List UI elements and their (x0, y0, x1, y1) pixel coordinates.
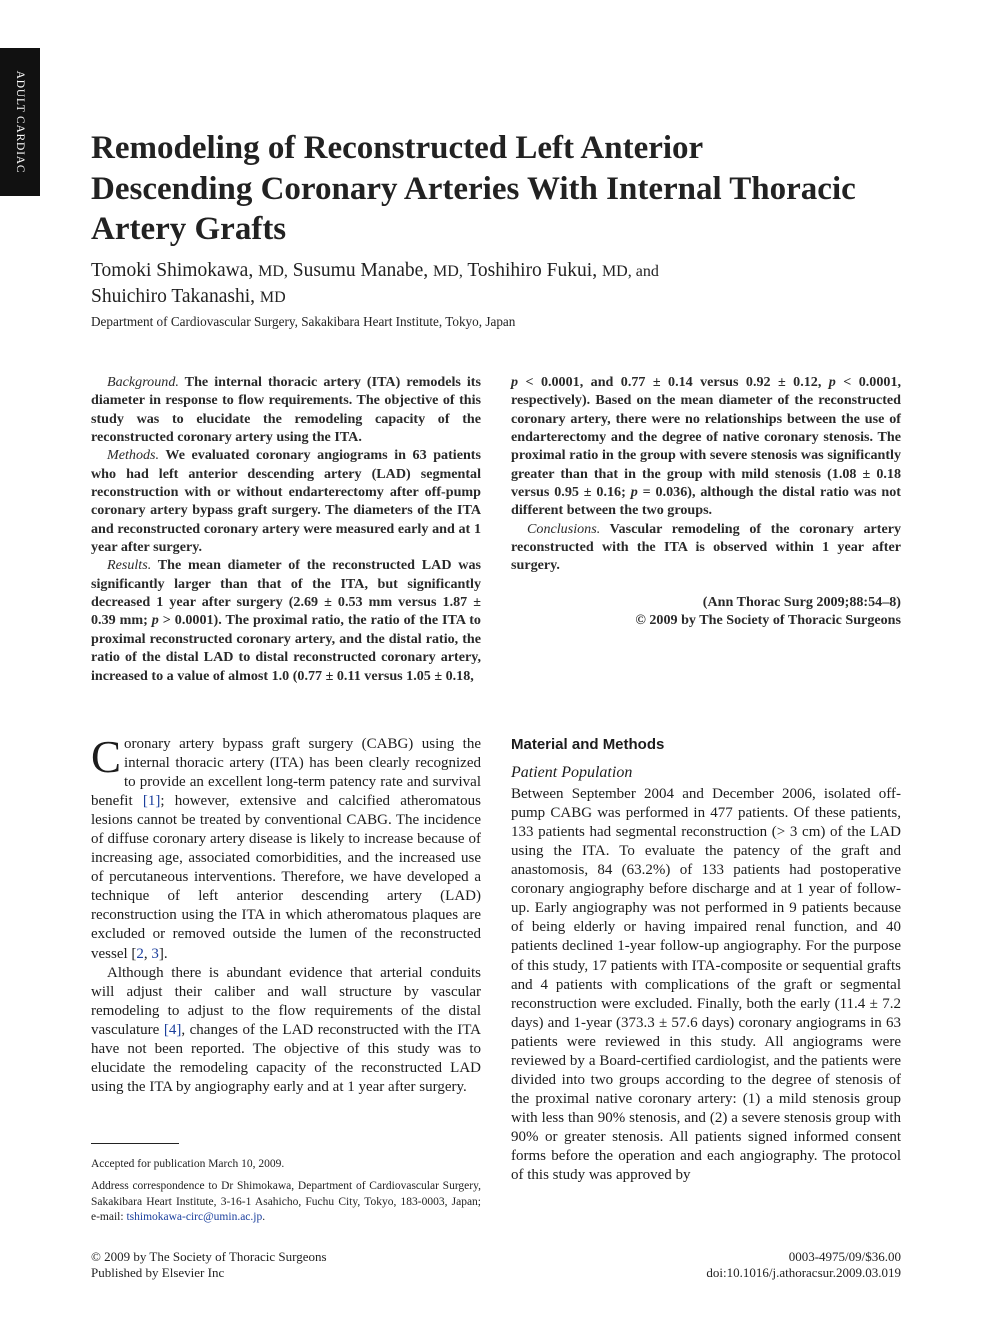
reference-link-4[interactable]: [4] (163, 1021, 182, 1038)
address-text: Address correspondence to Dr Shimokawa, Department of Cardiovascular Surgery, Sakakibara Heart Institute, 3-16-1 Asahicho, Fuchu City, Tokyo, 183-0003, Japan; e-mail: (91, 1180, 481, 1223)
abstract-label: Results. (107, 557, 152, 574)
introduction-column (91, 732, 482, 1097)
reference-link-2[interactable]: 2 (136, 945, 144, 962)
intro-text: ; however, extensive and calcified atheromatous lesions cannot be treated by conventional CABG. The incidence of diffuse coronary artery disease is likely to increase because of increasing age, associated comorbidities, and the increased use of percutaneous interventions. Therefore, we have developed a technique of left anterior descending artery (LAD) reconstruction using the ITA in which atheromatous plaques are excluded or removed outside the lumen of the reconstructed vessel [ (91, 793, 482, 962)
methods-column (511, 735, 901, 1185)
intro-text: ]. (158, 945, 168, 962)
abstract-label: Background. (107, 374, 179, 390)
abstract-right-column (511, 373, 901, 629)
abstract-text: < 0.0001, respectively). Based on the mean diameter of the reconstructed coronary artery, there were no relationships between the use of endarterectomy and the degree of native coronary stenosis. The proximal ratio in the group with severe stenosis was significantly greater than that in the group with mild stenosis (1.08 ± 0.18 versus 0.95 ± 0.16; (511, 374, 902, 501)
author-name: Tomoki Shimokawa, (91, 260, 254, 281)
intro-paragraph (91, 732, 482, 964)
author-degree: MD, (433, 263, 463, 280)
p-symbol: p (828, 374, 836, 390)
abstract-text: > 0.0001). The proximal ratio, the ratio of the ITA to proximal reconstructed coronary artery, and the distal ratio, the ratio of the distal LAD to distal reconstructed coronary artery, increased to a value of almost 1.0 (0.77 ± 0.11 versus 1.05 ± 0.18, (91, 612, 481, 684)
section-tab-label: ADULT CARDIAC (14, 70, 26, 174)
citation-text: (Ann Thorac Surg 2009;88:54–8) (702, 593, 901, 610)
article-title: Remodeling of Reconstructed Left Anterior Descending Coronary Arteries With Internal Thoracic Artery Grafts (91, 130, 856, 247)
footer-publisher: Published by Elsevier Inc (91, 1264, 225, 1280)
author-degree: MD, (258, 263, 288, 280)
intro-text: Although there is abundant evidence that arterial conduits will adjust their caliber and wall structure by vascular remodeling to adjust to the flow requirements of the distal vasculature (91, 964, 481, 1038)
footer-copyright: © 2009 by The Society of Thoracic Surgeons (91, 1249, 327, 1264)
footer-issn: 0003-4975/09/$36.00 (788, 1249, 901, 1264)
affiliation: Department of Cardiovascular Surgery, Sakakibara Heart Institute, Tokyo, Japan (91, 314, 516, 329)
intro-text: , changes of the LAD reconstructed with the ITA have not been reported. The objective of this study was to elucidate the remodeling capacity of the reconstructed LAD using the ITA by angiography early and at 1 year after surgery. (91, 1021, 481, 1095)
abstract-conclusions (511, 520, 901, 575)
intro-text: , (143, 945, 152, 962)
author-name: Shuichiro Takanashi, (91, 285, 255, 307)
author-degree: MD, and (601, 263, 659, 280)
footer-left (91, 1249, 327, 1280)
journal-citation (511, 593, 901, 630)
address-text: . (262, 1211, 266, 1223)
abstract-results-continued (511, 373, 901, 520)
correspondence-address (91, 1179, 481, 1226)
abstract-text: We evaluated coronary angiograms in 63 patients who had left anterior descending artery (LAD) segmental reconstruction with or without endarterectomy after off-pump coronary artery bypass graft surgery. The diameters of the ITA and reconstructed coronary artery were measured early and at 1 year after surgery. (91, 447, 481, 556)
author-name: Toshihiro Fukui, (467, 260, 598, 281)
section-heading: Material and Methods (511, 736, 665, 753)
reference-link-3[interactable]: 3 (151, 945, 159, 962)
p-symbol: p (630, 484, 638, 501)
author-list (91, 259, 851, 310)
footnote-divider (91, 1143, 179, 1144)
intro-paragraph (91, 964, 481, 1097)
drop-cap: C (91, 732, 122, 782)
email-link[interactable]: tshimokawa-circ@umin.ac.jp (126, 1211, 263, 1223)
footer-doi: doi:10.1016/j.athoracsur.2009.03.019 (706, 1264, 901, 1280)
abstract-text: The mean diameter of the reconstructed LAD was significantly larger than that of the ITA, but significantly decreased 1 year after surgery (2.69 ± 0.53 mm versus 1.87 ± 0.39 mm; (91, 557, 481, 629)
section-tab (0, 48, 40, 196)
abstract-left-column (91, 373, 481, 685)
abstract-text: Vascular remodeling of the coronary artery reconstructed with the ITA is observed within 1 year after surgery. (511, 520, 901, 574)
abstract-text: The internal thoracic artery (ITA) remodels its diameter in response to flow requirements. The objective of this study was to elucidate the remodeling capacity of the reconstructed coronary artery using the ITA. (91, 374, 481, 446)
abstract-methods (91, 446, 481, 556)
abstract-text: < 0.0001, and 0.77 ± 0.14 versus 0.92 ± 0.12, (525, 374, 822, 390)
abstract-text: = 0.036), although the distal ratio was not different between the two groups. (511, 484, 901, 519)
author-degree: MD (259, 288, 286, 306)
abstract-label: Methods. (107, 447, 160, 464)
abstract-results (91, 556, 481, 684)
abstract-background (91, 373, 481, 446)
author-name: Susumu Manabe, (292, 260, 429, 281)
p-symbol: p (151, 612, 159, 629)
accepted-date: Accepted for publication March 10, 2009. (91, 1158, 285, 1170)
footer-right (601, 1249, 901, 1280)
copyright-text: © 2009 by The Society of Thoracic Surgeons (635, 612, 901, 629)
p-symbol: p (511, 374, 519, 390)
reference-link-1[interactable]: [1] (142, 793, 161, 810)
methods-paragraph: Between September 2004 and December 2006, isolated off-pump CABG was performed in 477 patients. Of these patients, 133 patients had segmental reconstruction (> 3 cm) of the LAD using the ITA. To evaluate the patency of the graft and anastomosis, 84 (63.2%) of 133 patients had postoperative coronary angiography before discharge and at 1 year of follow-up. Early angiography was not performed in 9 patients because of being elderly or having impaired renal function, and 40 patients declined 1-year follow-up angiography. For the purpose of this study, 17 patients with ITA-composite or sequential grafts and 4 patients with complications of the graft or segmental reconstruction were excluded. Finally, both the early (11.4 ± 7.2 days) and 1-year (373.3 ± 57.6 days) coronary angiograms in 63 patients were reviewed in this study. All angiograms were reviewed by a Board-certified cardiologist, and the patients were divided into two groups according to the degree of stenosis of the proximal native coronary artery: (1) a mild stenosis group with less than 90% stenosis, and (2) a severe stenosis group with 90% or greater stenosis. All patients signed informed consent forms before the operation and each angiography. The protocol of this study was approved by (511, 786, 901, 1184)
abstract-label: Conclusions. (527, 520, 601, 537)
intro-text: oronary artery bypass graft surgery (CABG) using the internal thoracic artery (ITA) has been clearly recognized to provide an excellent long-term patency rate and survival benefit (91, 736, 481, 810)
subsection-heading: Patient Population (511, 764, 633, 782)
